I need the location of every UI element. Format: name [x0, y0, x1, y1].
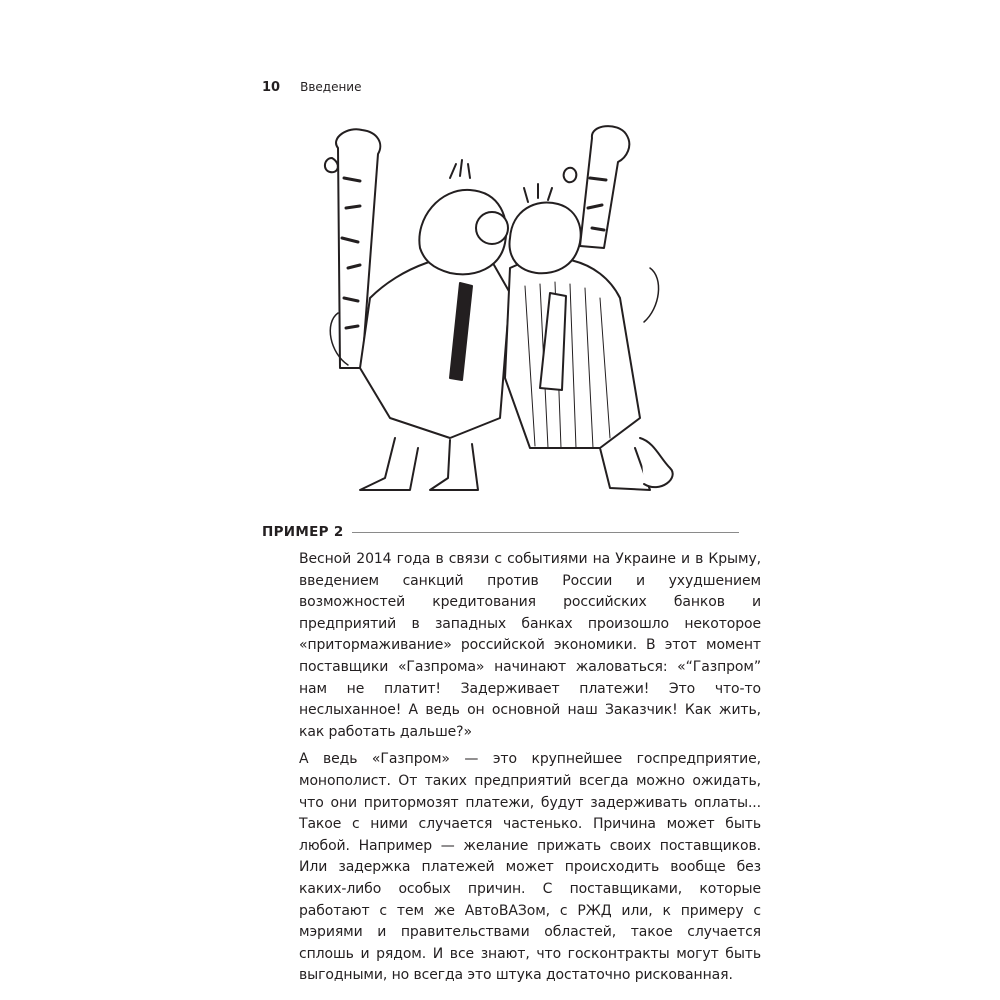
running-head	[262, 80, 362, 95]
cartoon-illustration	[300, 118, 725, 508]
paragraph: А ведь «Газпром» — это крупнейшее госпредприятие, монополист. От таких предприятий всегда можно ожидать, что они притормозят платежи, будут задерживать оплаты... Такое с ними случается частенько. Причина может быть любой. Например — желание прижать своих поставщиков. Или задержка платежей может происходить вообще без каких-либо особых причин. С поставщиками, которые работают с тем же АвтоВАЗом, с РЖД или, к примеру с мэриями и правительствами областей, такое случается сплошь и рядом. И все знают, что госконтракты могут быть выгодными, но всегда это штука достаточно рискованная.	[299, 751, 761, 984]
example-heading	[262, 524, 739, 540]
page-number: 10	[262, 80, 281, 95]
body-text	[299, 549, 761, 993]
heading-rule	[352, 532, 739, 533]
example-title: ПРИМЕР 2	[262, 524, 344, 540]
paragraph: Весной 2014 года в связи с событиями на Украине и в Крыму, введением санкций против России и ухудшением возможностей кредитования российских банков и предприятий в западных банках произошло некоторое «притормаживание» российской экономики. В этот момент поставщики «Газпрома» начинают жаловаться: «“Газпром” нам не платит! Задерживает платежи! Это что-то неслыханное! А ведь он основной наш Заказчик! Как жить, как работать дальше?»	[299, 551, 761, 740]
section-name: Введение	[300, 80, 362, 94]
